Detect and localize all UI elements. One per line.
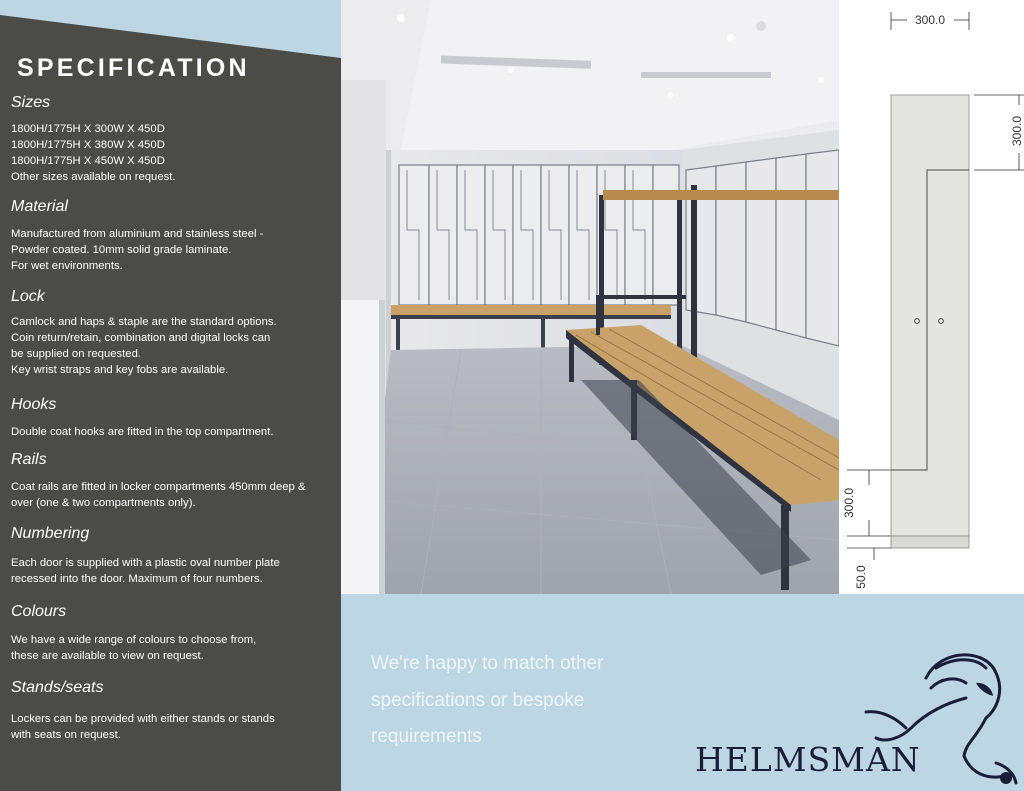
- sizes-line: Other sizes available on request.: [11, 171, 176, 183]
- colours-text: [11, 632, 333, 664]
- base-dimension: 50.0: [854, 565, 868, 589]
- tagline: We're happy to match other specifications or bespoke requirements: [371, 653, 604, 747]
- stands-seats-line: Lockers can be provided with either stands or stands: [11, 713, 275, 725]
- sizes-text: [11, 121, 333, 185]
- numbering-heading: Numbering: [11, 525, 90, 542]
- brand-wordmark: HELMSMAN: [695, 740, 921, 779]
- lock-line: Key wrist straps and key fobs are available.: [11, 364, 229, 376]
- stands-seats-text: [11, 711, 333, 743]
- changing-room-photo: [341, 0, 839, 594]
- material-text: [11, 226, 333, 274]
- hooks-line: Double coat hooks are fitted in the top compartment.: [11, 426, 274, 438]
- bottom-dimension: 300.0: [842, 487, 856, 519]
- locker-dimension-drawing: [839, 0, 1024, 594]
- colours-line: these are available to view on request.: [11, 650, 204, 662]
- technical-drawing: [839, 0, 1024, 594]
- width-dimension: 300.0: [914, 13, 946, 27]
- brand-banner: [341, 594, 1024, 791]
- hooks-heading: Hooks: [11, 396, 57, 413]
- rails-line: Coat rails are fitted in locker compartments 450mm deep &: [11, 481, 306, 493]
- numbering-line: Each door is supplied with a plastic oval number plate: [11, 557, 280, 569]
- colours-heading: Colours: [11, 603, 67, 620]
- page-title: SPECIFICATION: [17, 54, 250, 82]
- rails-text: [11, 479, 333, 511]
- lock-line: Coin return/retain, combination and digital locks can: [11, 332, 271, 344]
- lock-line: Camlock and haps & staple are the standard options.: [11, 316, 277, 328]
- top-dimension: 300.0: [1010, 115, 1024, 147]
- stands-seats-heading: Stands/seats: [11, 679, 104, 696]
- changing-room-illustration: [341, 0, 839, 594]
- lock-text: [11, 314, 333, 378]
- material-line: Powder coated. 10mm solid grade laminate.: [11, 244, 232, 256]
- material-heading: Material: [11, 198, 68, 215]
- lock-heading: Lock: [11, 288, 45, 305]
- rails-heading: Rails: [11, 451, 47, 468]
- numbering-line: recessed into the door. Maximum of four numbers.: [11, 573, 263, 585]
- numbering-text: [11, 555, 333, 587]
- sizes-line: 1800H/1775H X 300W X 450D: [11, 123, 165, 135]
- material-line: For wet environments.: [11, 260, 123, 272]
- rails-line: over (one & two compartments only).: [11, 497, 196, 509]
- hooks-text: [11, 424, 333, 440]
- sizes-line: 1800H/1775H X 450W X 450D: [11, 155, 165, 167]
- sizes-heading: Sizes: [11, 94, 51, 111]
- stands-seats-line: with seats on request.: [11, 729, 121, 741]
- lock-line: be supplied on requested.: [11, 348, 142, 360]
- colours-line: We have a wide range of colours to choose from,: [11, 634, 257, 646]
- specification-panel: [0, 0, 341, 791]
- material-line: Manufactured from aluminium and stainless steel -: [11, 228, 264, 240]
- sizes-line: 1800H/1775H X 380W X 450D: [11, 139, 165, 151]
- corner-accent: [0, 0, 341, 60]
